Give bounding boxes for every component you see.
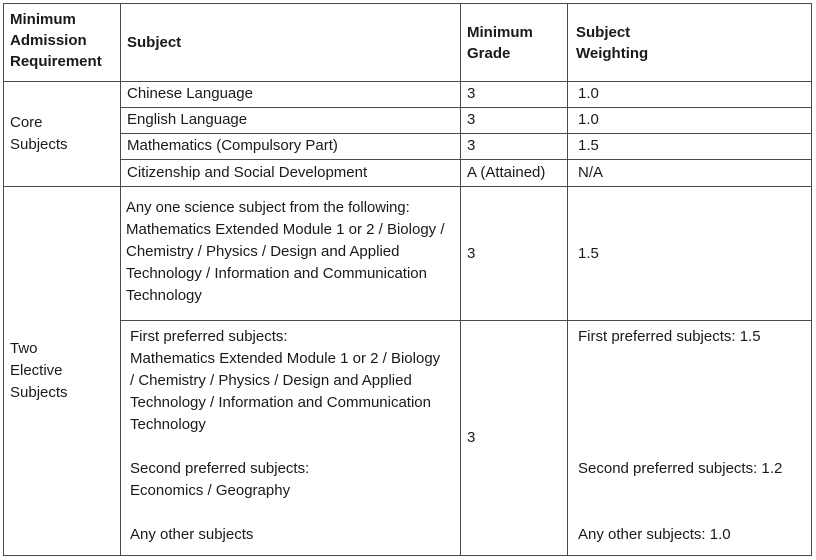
header-requirement-text: Minimum Admission Requirement xyxy=(10,11,102,70)
other-subjects-label: Any other subjects xyxy=(130,526,254,543)
first-preferred-label: First preferred subjects: xyxy=(130,328,288,345)
header-weighting xyxy=(567,3,812,82)
preferred-grade-cell xyxy=(460,320,568,556)
science-grade: 3 xyxy=(467,244,476,262)
first-preferred-weight: First preferred subjects: 1.5 xyxy=(578,328,761,345)
preferred-subject-cell xyxy=(120,320,461,556)
header-subject xyxy=(120,3,461,82)
core-row-grade xyxy=(460,107,568,134)
header-weighting-text: Subject Weighting xyxy=(576,23,649,62)
core-subject-chinese: Chinese Language xyxy=(127,85,253,102)
core-subject-maths: Mathematics (Compulsory Part) xyxy=(127,137,338,154)
core-subject-english: English Language xyxy=(127,111,248,128)
first-preferred-list: Mathematics Extended Module 1 or 2 / Biology / Chemistry / Physics / Design and Applied Technology / Information and Communication Technology xyxy=(130,350,441,433)
preferred-grade: 3 xyxy=(467,429,476,446)
science-list: Mathematics Extended Module 1 or 2 / Biology / Chemistry / Physics / Design and Applied Technology / Information and Communication Technology xyxy=(126,221,445,304)
admission-requirements-table xyxy=(3,3,812,556)
science-weight-cell xyxy=(567,186,812,321)
elective-subjects-group-label xyxy=(3,186,121,556)
core-grade-chinese: 3 xyxy=(467,85,476,102)
preferred-weight-cell xyxy=(567,320,812,556)
other-weight: Any other subjects: 1.0 xyxy=(578,526,731,543)
core-row-subject xyxy=(120,133,461,160)
core-grade-english: 3 xyxy=(467,111,476,128)
science-intro: Any one science subject from the following: xyxy=(126,200,410,216)
core-row-subject xyxy=(120,107,461,134)
science-subject-cell xyxy=(120,186,461,321)
core-row-weight xyxy=(567,133,812,160)
core-row-grade xyxy=(460,81,568,108)
second-preferred-weight: Second preferred subjects: 1.2 xyxy=(578,460,783,477)
core-subject-csd: Citizenship and Social Development xyxy=(127,164,368,181)
header-requirement xyxy=(3,3,121,82)
header-min-grade-text: Minimum Grade xyxy=(467,23,533,62)
science-grade-cell xyxy=(460,186,568,321)
core-weight-maths: 1.5 xyxy=(578,137,599,154)
core-row-subject xyxy=(120,159,461,187)
core-row-grade xyxy=(460,133,568,160)
core-subjects-group-label xyxy=(3,81,121,187)
core-weight-english: 1.0 xyxy=(578,111,599,128)
core-weight-chinese: 1.0 xyxy=(578,85,599,102)
core-grade-maths: 3 xyxy=(467,137,476,154)
header-subject-text: Subject xyxy=(127,34,182,51)
elective-subjects-text: Two Elective Subjects xyxy=(10,340,68,401)
core-subjects-text: Core Subjects xyxy=(10,114,68,153)
core-weight-csd: N/A xyxy=(578,164,604,181)
header-min-grade xyxy=(460,3,568,82)
core-grade-csd: A (Attained) xyxy=(467,164,546,181)
core-row-subject xyxy=(120,81,461,108)
second-preferred-list: Economics / Geography xyxy=(130,482,291,499)
science-weight: 1.5 xyxy=(578,244,599,262)
core-row-weight xyxy=(567,107,812,134)
core-row-weight xyxy=(567,159,812,187)
second-preferred-label: Second preferred subjects: xyxy=(130,460,310,477)
core-row-weight xyxy=(567,81,812,108)
core-row-grade xyxy=(460,159,568,187)
